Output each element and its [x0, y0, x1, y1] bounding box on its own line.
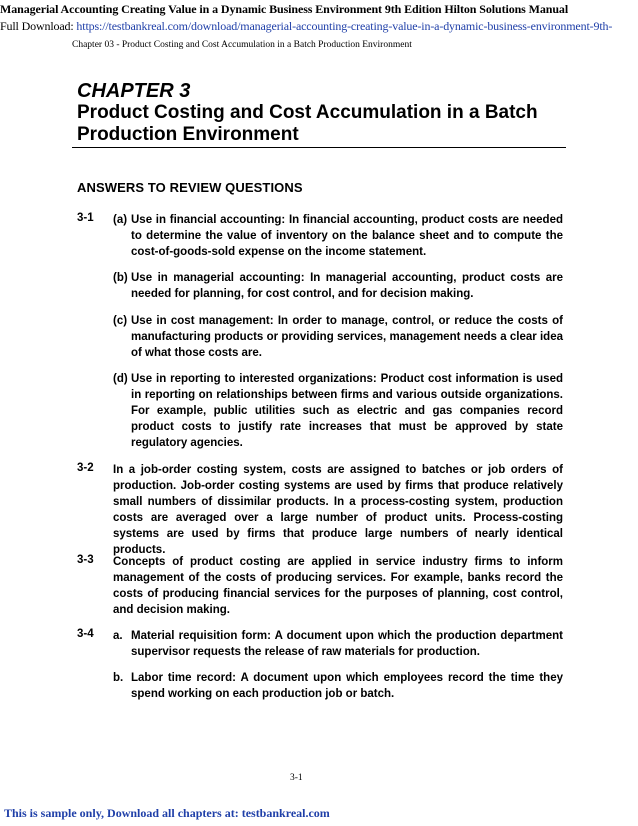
item-marker: (d) [113, 373, 128, 385]
download-label: Full Download: [0, 19, 77, 33]
chapter-number: CHAPTER 3 [77, 80, 191, 102]
item-text: Use in cost management: In order to manage, control, or reduce the costs of manufacturing products or providing services, management needs a clear idea of what those costs are. [131, 315, 563, 359]
answer-item [113, 212, 563, 260]
item-text: Material requisition form: A document upon which the production department supervisor requests the release of raw materials for production. [131, 630, 563, 658]
download-banner-title: Managerial Accounting Creating Value in a Dynamic Business Environment 9th Edition Hilton Solutions Manual [0, 2, 569, 16]
question-number: 3-3 [77, 554, 94, 566]
question-number: 3-1 [77, 212, 94, 224]
answer-item [113, 628, 563, 660]
item-marker: (b) [113, 272, 128, 284]
section-heading: ANSWERS TO REVIEW QUESTIONS [77, 180, 303, 195]
running-header: Chapter 03 - Product Costing and Cost Accumulation in a Batch Production Environment [72, 40, 412, 50]
page-number: 3-1 [290, 773, 303, 783]
item-marker: (a) [113, 214, 128, 226]
download-link[interactable]: https://testbankreal.com/download/managerial-accounting-creating-value-in-a-dynamic-business-environment-9th- [76, 19, 613, 33]
question-number: 3-4 [77, 628, 94, 640]
item-marker: b. [113, 672, 124, 684]
answer-text: Concepts of product costing are applied in service industry firms to inform management of the costs of producing services. For example, banks record the costs of producing financial services for the purposes of planning, cost control, and decision making. [113, 556, 563, 616]
footer-note: This is sample only, Download all chapters at: testbankreal.com [4, 806, 330, 820]
download-banner [0, 19, 638, 34]
title-divider [72, 147, 566, 148]
item-marker: (c) [113, 315, 128, 327]
item-marker: a. [113, 630, 123, 642]
question-number: 3-2 [77, 462, 94, 474]
item-text: Use in financial accounting: In financial accounting, product costs are needed to determine the value of inventory on the balance sheet and to compute the cost-of-goods-sold expense on the income statement. [131, 214, 563, 258]
answer-item [113, 670, 563, 702]
answer-item [113, 270, 563, 302]
answer-text: In a job-order costing system, costs are assigned to batches or job orders of production. Job-order costing systems are used by firms that produce relatively small numbers of dissimilar products. In a process-costing system, production costs are averaged over a large number of product units. Process-costing systems are used by firms that produce large numbers of nearly identical products. [113, 464, 563, 556]
item-text: Labor time record: A document upon which employees record the time they spend working on each production job or batch. [131, 672, 563, 700]
item-text: Use in reporting to interested organizations: Product cost information is used in reporting on relationships between firms and various outside organizations. For example, public utilities such as electric and gas companies record product costs to justify rate increases that must be approved by state regulatory agencies. [131, 373, 563, 449]
item-text: Use in managerial accounting: In managerial accounting, product costs are needed for planning, for cost control, and for decision making. [131, 272, 563, 300]
answer-item [113, 313, 563, 361]
answer-item [113, 371, 563, 451]
chapter-title: Product Costing and Cost Accumulation in a Batch Production Environment [77, 102, 538, 145]
